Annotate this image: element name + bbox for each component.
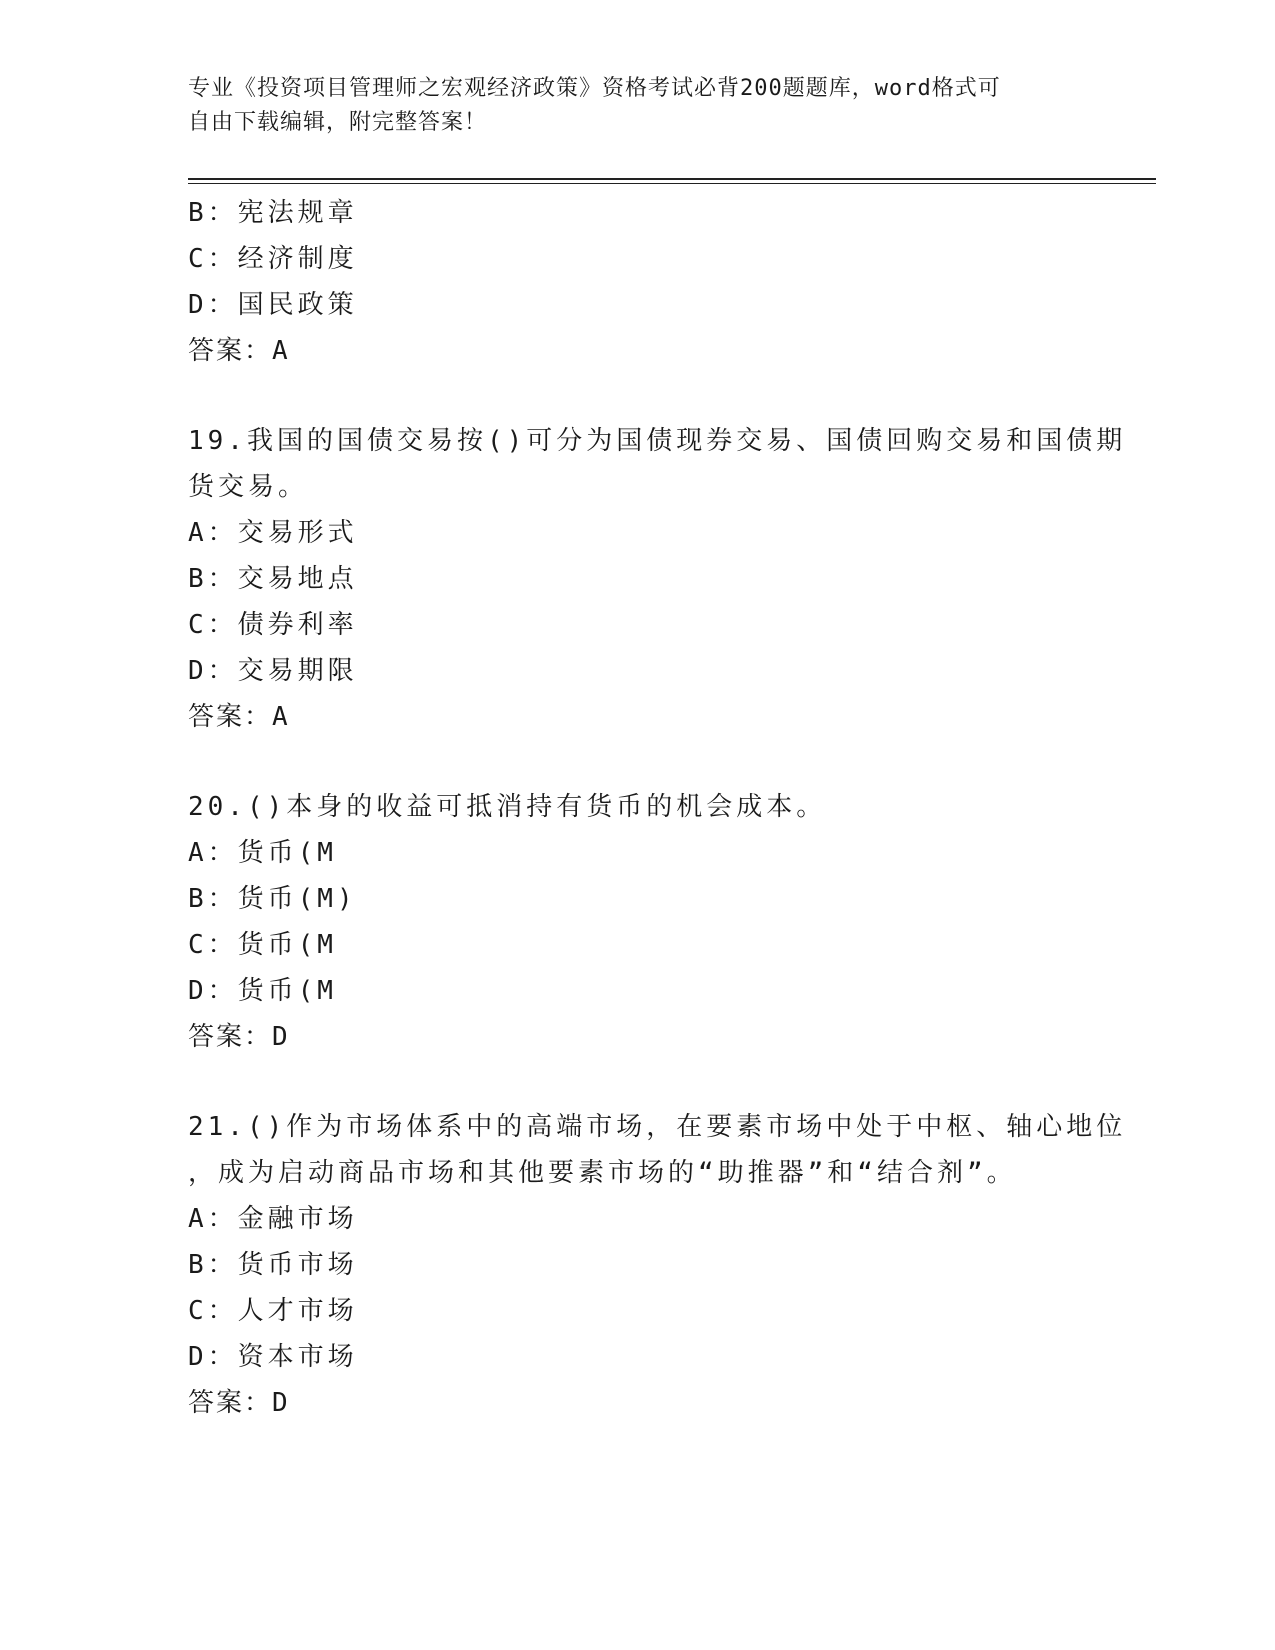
option-a: A：货币(M [188,838,337,868]
option-d: D：货币(M [188,976,337,1006]
option-b: B：货币(M) [188,884,357,914]
option-a: A：金融市场 [188,1204,358,1234]
question-stem-line-1: 19.我国的国债交易按()可分为国债现券交易、国债回购交易和国债期 [188,426,1127,456]
option-d: D：国民政策 [188,290,358,320]
option-c: C：债券利率 [188,610,358,640]
question-stem-line-2: 货交易。 [188,472,309,502]
header-divider-thick [188,178,1156,180]
question-list [188,190,1127,1426]
document-header [188,72,1088,140]
answer-line: 答案：D [188,1022,290,1052]
answer-line: 答案：D [188,1388,290,1418]
header-line-1: 专业《投资项目管理师之宏观经济政策》资格考试必背200题题库，word格式可 [188,76,1001,101]
question-21 [188,1104,1127,1426]
header-divider-thin [188,183,1156,184]
question-stem-line-2: ，成为启动商品市场和其他要素市场的“助推器”和“结合剂”。 [188,1158,1017,1188]
option-d: D：交易期限 [188,656,358,686]
question-20 [188,784,1088,1060]
option-b: B：交易地点 [188,564,358,594]
option-c: C：人才市场 [188,1296,358,1326]
answer-line: 答案：A [188,702,290,732]
question-19 [188,418,1127,740]
option-c: C：经济制度 [188,244,358,274]
option-c: C：货币(M [188,930,337,960]
option-b: B：货币市场 [188,1250,358,1280]
option-d: D：资本市场 [188,1342,358,1372]
option-a: A：交易形式 [188,518,358,548]
answer-line: 答案：A [188,336,290,366]
option-b: B：宪法规章 [188,198,358,228]
header-line-2: 自由下载编辑，附完整答案！ [188,110,488,135]
question-18-tail [188,190,1088,374]
question-stem-line-1: 21.()作为市场体系中的高端市场，在要素市场中处于中枢、轴心地位 [188,1112,1127,1142]
question-stem-line-1: 20.()本身的收益可抵消持有货币的机会成本。 [188,792,827,822]
